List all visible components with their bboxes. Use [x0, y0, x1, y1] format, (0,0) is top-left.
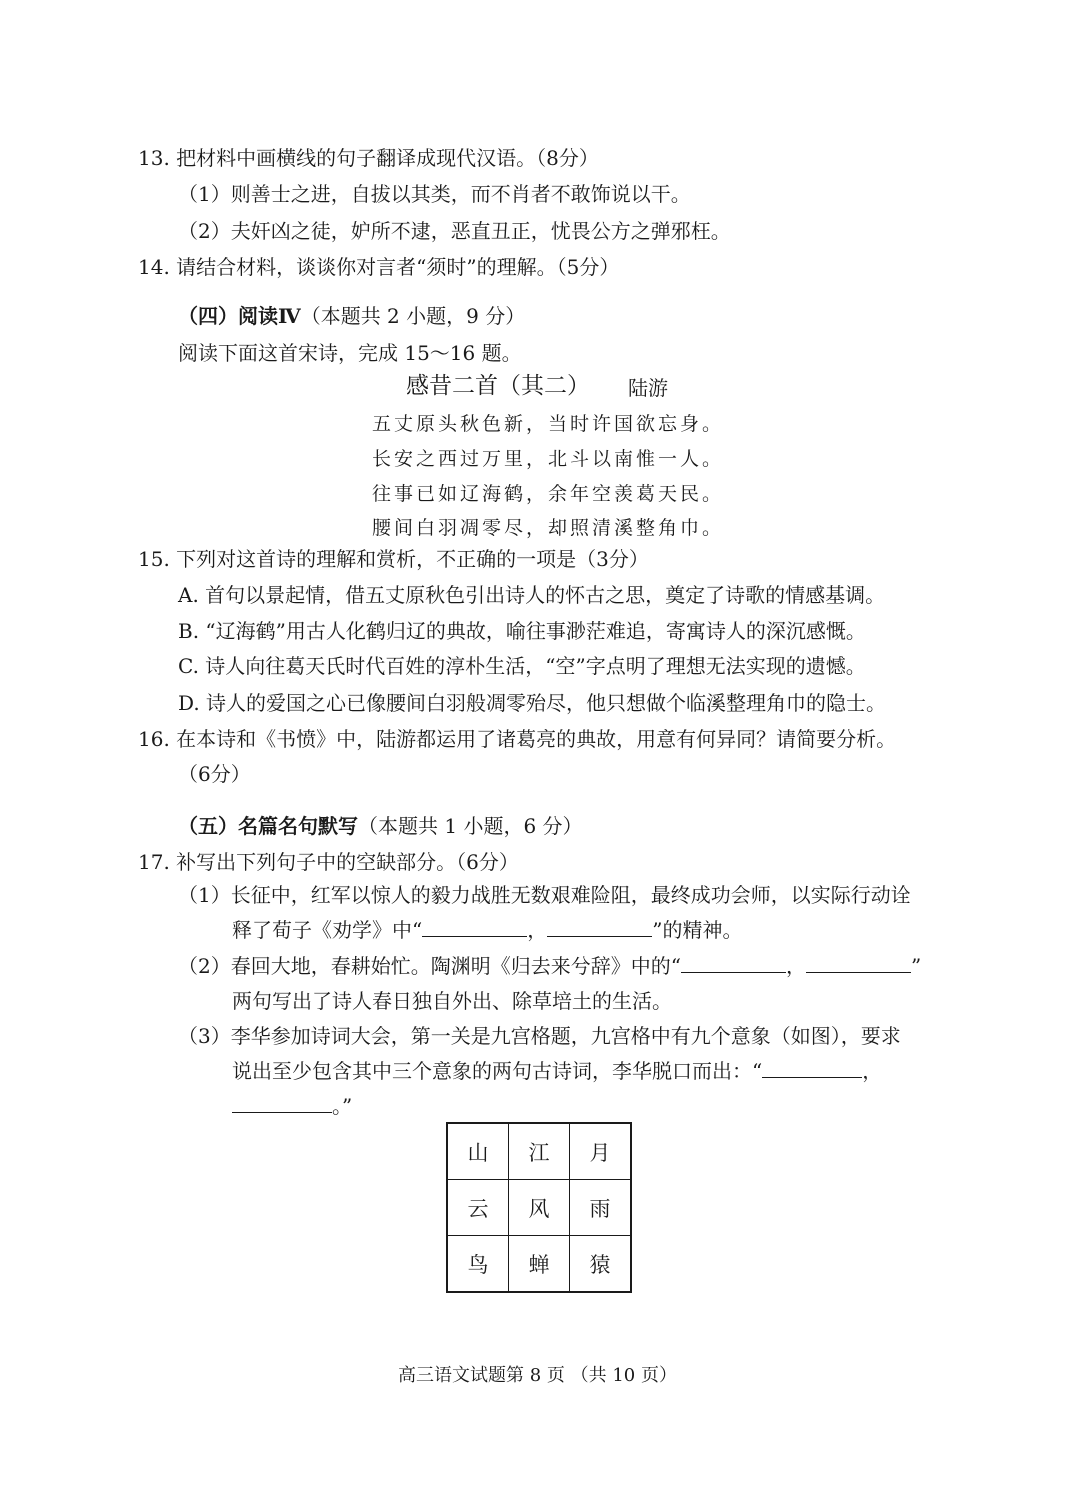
q17-s1-suffix: ”的精神。: [652, 918, 743, 942]
poem-line-1: 五丈原头秋色新，当时许国欲忘身。: [372, 413, 725, 435]
q17-sentence-3b: [232, 1057, 882, 1085]
section5-note: （本题共 1 小题，6 分）: [358, 814, 583, 838]
q17-s1-comma: ，: [527, 918, 548, 942]
poem-title: 感昔二首（其二）: [406, 373, 590, 399]
grid-row: [447, 1236, 631, 1293]
q14-stem: 14. 请结合材料，谈谈你对言者“须时”的理解。（5分）: [138, 255, 620, 279]
q17-s1-prefix: 释了荀子《劝学》中“: [232, 918, 423, 942]
q15-option-d: D. 诗人的爱国之心已像腰间白羽般凋零殆尽，他只想做个临溪整理角巾的隐士。: [178, 691, 887, 715]
answer-blank[interactable]: [762, 1057, 862, 1078]
q13-sentence-2: （2）夫奸凶之徒，妒所不逮，恶直丑正，忧畏公方之弹邪枉。: [178, 219, 731, 243]
q16-stem: 16. 在本诗和《书愤》中，陆游都运用了诸葛亮的典故，用意有何异同？请简要分析。: [138, 727, 897, 751]
section4-instruction: 阅读下面这首宋诗，完成 15～16 题。: [178, 341, 522, 365]
poem-line-4: 腰间白羽凋零尽，却照清溪整角巾。: [372, 517, 725, 539]
q17-sentence-1b: [232, 916, 742, 944]
poem-line-3: 往事已如辽海鹤，余年空羡葛天民。: [372, 483, 725, 505]
q15-stem: 15. 下列对这首诗的理解和赏析，不正确的一项是（3分）: [138, 547, 649, 571]
answer-blank[interactable]: [547, 916, 652, 937]
q17-s3-comma: ，: [862, 1059, 883, 1083]
q17-s2-quote: ”: [910, 954, 922, 978]
answer-blank[interactable]: [422, 916, 527, 937]
q17-s3-end: 。”: [332, 1094, 353, 1118]
answer-blank[interactable]: [681, 952, 786, 973]
grid-cell: 风: [509, 1180, 570, 1236]
grid-cell: 江: [509, 1123, 570, 1180]
nine-grid: [446, 1122, 632, 1293]
poem-author: 陆游: [628, 376, 668, 400]
q17-sentence-3a: （3）李华参加诗词大会，第一关是九宫格题，九宫格中有九个意象（如图），要求: [178, 1024, 901, 1048]
grid-cell: 猿: [570, 1236, 632, 1293]
section4-title: （四）阅读Ⅳ: [178, 304, 301, 328]
q17-stem: 17. 补写出下列句子中的空缺部分。（6分）: [138, 850, 519, 874]
q17-sentence-1a: （1）长征中，红军以惊人的毅力战胜无数艰难险阻，最终成功会师，以实际行动诠: [178, 883, 911, 907]
q16-score: （6分）: [178, 762, 251, 786]
section4-heading: [178, 302, 525, 330]
q15-option-c: C. 诗人向往葛天氏时代百姓的淳朴生活，“空”字点明了理想无法实现的遗憾。: [178, 654, 866, 678]
section4-note: （本题共 2 小题，9 分）: [300, 304, 526, 328]
q15-option-b: B. “辽海鹤”用古人化鹤归辽的典故，喻往事渺茫难追，寄寓诗人的深沉感慨。: [178, 619, 866, 643]
poem-line-2: 长安之西过万里，北斗以南惟一人。: [372, 448, 725, 470]
q17-sentence-2b: 两句写出了诗人春日独自外出、除草培土的生活。: [232, 989, 672, 1013]
q17-s2-prefix: （2）春回大地，春耕始忙。陶渊明《归去来兮辞》中的“: [178, 954, 681, 978]
answer-blank[interactable]: [232, 1092, 332, 1113]
q17-s2-comma: ，: [785, 954, 806, 978]
grid-cell: 月: [570, 1123, 632, 1180]
grid-cell: 云: [447, 1180, 509, 1236]
grid-cell: 蝉: [509, 1236, 570, 1293]
grid-row: [447, 1123, 631, 1180]
answer-blank[interactable]: [806, 952, 911, 973]
section5-heading: [178, 812, 583, 840]
q17-sentence-2a: [178, 952, 921, 980]
grid-cell: 雨: [570, 1180, 632, 1236]
q17-s3-prefix: 说出至少包含其中三个意象的两句古诗词，李华脱口而出：“: [232, 1059, 763, 1083]
q15-option-a: A. 首句以景起情，借五丈原秋色引出诗人的怀古之思，奠定了诗歌的情感基调。: [178, 583, 886, 607]
q13-stem: 13. 把材料中画横线的句子翻译成现代汉语。（8分）: [138, 146, 599, 170]
q17-sentence-3c: [232, 1092, 352, 1120]
q13-sentence-1: （1）则善士之进，自拔以其类，而不肖者不敢饰说以干。: [178, 182, 691, 206]
grid-row: [447, 1180, 631, 1236]
grid-cell: 山: [447, 1123, 509, 1180]
section5-title: （五）名篇名句默写: [178, 814, 358, 838]
grid-cell: 鸟: [447, 1236, 509, 1293]
page-footer: 高三语文试题第 8 页 （共 10 页）: [398, 1365, 677, 1386]
